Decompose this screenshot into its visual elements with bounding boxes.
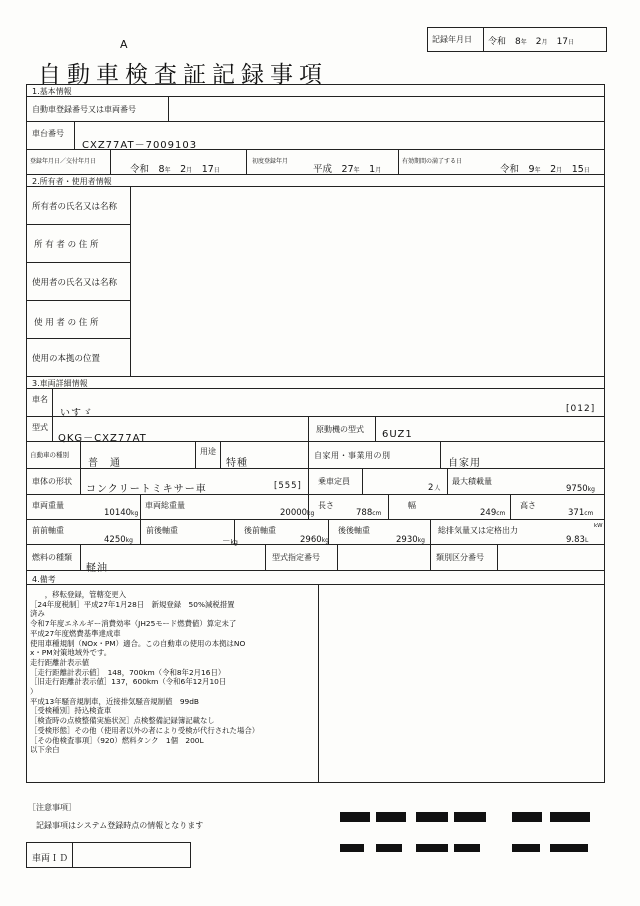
barcode-block [454, 844, 480, 852]
rear-rear-axle-label: 後後軸重 [338, 526, 370, 535]
barcode-block [416, 844, 448, 852]
barcode-block [454, 812, 486, 822]
barcode-block [512, 844, 540, 852]
length-value: 788cm [356, 508, 382, 518]
displacement-label: 総排気量又は定格出力 [438, 526, 518, 535]
displacement-unit-kw: kW [594, 523, 603, 529]
private-label: 自家用・事業用の別 [314, 451, 391, 460]
fuel-label: 燃料の種類 [32, 553, 72, 562]
remarks-text [30, 590, 320, 755]
maxload-value: 9750kg [566, 484, 595, 494]
private-value: 自家用 [448, 458, 481, 469]
kind-value: 普 通 [88, 458, 121, 469]
remark-line: ，移転登録，管轄変更入 [30, 590, 127, 599]
make-label: 車名 [32, 395, 48, 404]
designation-label: 型式指定番号 [272, 553, 320, 562]
remark-line: 済み [30, 609, 45, 619]
remark-line: 以下余白 [30, 745, 60, 755]
chassis-label: 車台番号 [32, 129, 64, 138]
notes-label: ［注意事項］ [28, 803, 76, 812]
remark-line: ［その他検査事項］（920）燃料タンク 1個 200L [30, 735, 204, 745]
category-label: 類別区分番号 [436, 553, 484, 562]
use-label: 用途 [200, 447, 216, 456]
section-basic-header: 1.基本情報 [32, 87, 72, 96]
barcode-block [376, 844, 402, 852]
capacity-label: 乗車定員 [318, 477, 350, 486]
section-remarks-header: 4.備考 [32, 575, 56, 584]
marker-letter: A [120, 38, 128, 51]
rear-front-axle-label: 後前軸重 [244, 526, 276, 535]
chassis-value: CXZ77AT－7009103 [82, 140, 198, 151]
page-title: 自動車検査証記録事項 [38, 62, 328, 88]
body-code: [555] [274, 481, 302, 491]
owner-address-label: 所 有 者 の 住 所 [34, 240, 99, 250]
remark-line: 令和7年度エネルギー消費効率（JH25モード燃費値）算定未了 [30, 619, 237, 629]
displacement-value: 9.83L [566, 535, 589, 545]
first-reg-value: 平成 27年 1月 [313, 164, 382, 175]
reg-date-value: 令和 8年 2月 17日 [130, 164, 220, 175]
gross-label: 車両総重量 [145, 501, 185, 510]
record-date-label: 記録年月日 [432, 35, 472, 44]
kind-label: 自動車の種別 [30, 451, 69, 459]
body-value: コンクリートミキサー車 [86, 484, 207, 495]
barcode-block [416, 812, 448, 822]
remark-line: 平成27年度燃費基準達成車 [30, 628, 121, 638]
notes-text: 記録事項はシステム登録時点の情報となります [36, 821, 204, 830]
weight-label: 車両重量 [32, 501, 64, 510]
vehicle-id-label: 車両ＩＤ [32, 854, 69, 864]
rear-front-axle-value: 2960kg [300, 535, 329, 545]
length-label: 長さ [318, 501, 334, 510]
reg-number-label: 自動車登録番号又は車両番号 [32, 105, 136, 114]
remark-line: 平成13年騒音規制車，近接排気騒音規制値 99dB [30, 696, 199, 706]
section-owner-header: 2.所有者・使用者情報 [32, 177, 112, 186]
remark-line: 使用車種規制（NOx・PM）適合。この自動車の使用の本拠はNO [30, 638, 246, 648]
width-label: 幅 [408, 501, 416, 510]
barcode-block [550, 812, 590, 822]
barcode-group [336, 808, 606, 858]
remark-line: ［検査時の点検整備実施状況］点検整備記録簿記載なし [30, 716, 215, 726]
engine-value: 6UZ1 [382, 429, 413, 440]
front-front-axle-value: 4250kg [104, 535, 133, 545]
use-value: 特種 [226, 458, 248, 469]
body-label: 車体の形状 [32, 477, 72, 486]
remark-line: x・PM対策地域外です。 [30, 648, 112, 658]
user-address-label: 使 用 者 の 住 所 [34, 318, 99, 328]
first-reg-label: 初度登録年月 [252, 158, 289, 165]
expiry-label: 有効期間の満了する日 [402, 158, 463, 165]
make-code: [012] [566, 404, 596, 414]
capacity-value: 2人 [428, 483, 442, 493]
barcode-block [550, 844, 588, 852]
section-vehicle-header: 3.車両詳細情報 [32, 379, 88, 388]
remark-line: ［24年度税制］平成27年1月28日 新規登録 50%減税措置 [30, 599, 235, 609]
user-name-label: 使用者の氏名又は名称 [32, 278, 118, 288]
engine-label: 原動機の型式 [316, 425, 364, 434]
owner-name-label: 所有者の氏名又は名称 [32, 202, 118, 212]
barcode-block [340, 844, 364, 852]
gross-value: 20000kg [280, 508, 315, 518]
barcode-block [340, 812, 370, 822]
remark-line: 走行距離計表示値 [30, 657, 90, 667]
expiry-value: 令和 9年 2月 15日 [500, 164, 590, 175]
remark-line: ［受検種別］持込検査車 [30, 706, 112, 716]
front-rear-axle-value: －kg [222, 537, 238, 547]
model-label: 型式 [32, 423, 48, 432]
record-date-value: 令和 8年 2月 17日 [488, 37, 575, 47]
front-rear-axle-label: 前後軸重 [146, 526, 178, 535]
fuel-value: 軽油 [86, 563, 108, 574]
remark-line: ［旧走行距離計表示値］137，600km（令和6年12月10日 [30, 677, 227, 687]
maxload-label: 最大積載量 [452, 477, 492, 486]
weight-value: 10140kg [104, 508, 139, 518]
barcode-block [512, 812, 542, 822]
front-front-axle-label: 前前軸重 [32, 526, 64, 535]
reg-date-label: 登録年月日／交付年月日 [30, 158, 97, 165]
height-value: 371cm [568, 508, 594, 518]
height-label: 高さ [520, 501, 536, 510]
make-value: いすゞ [60, 408, 93, 419]
base-location-label: 使用の本拠の位置 [32, 354, 101, 364]
width-value: 249cm [480, 508, 506, 518]
remark-line: ） [30, 687, 38, 697]
remark-line: ［走行距離計表示値］ 148，700km（令和8年2月16日） [30, 667, 226, 677]
model-value: QKG－CXZ77AT [58, 433, 147, 444]
rear-rear-axle-value: 2930kg [396, 535, 425, 545]
barcode-block [376, 812, 406, 822]
remark-line: ［受検形態］その他（使用者以外の者により受検が代行された場合） [30, 725, 260, 735]
